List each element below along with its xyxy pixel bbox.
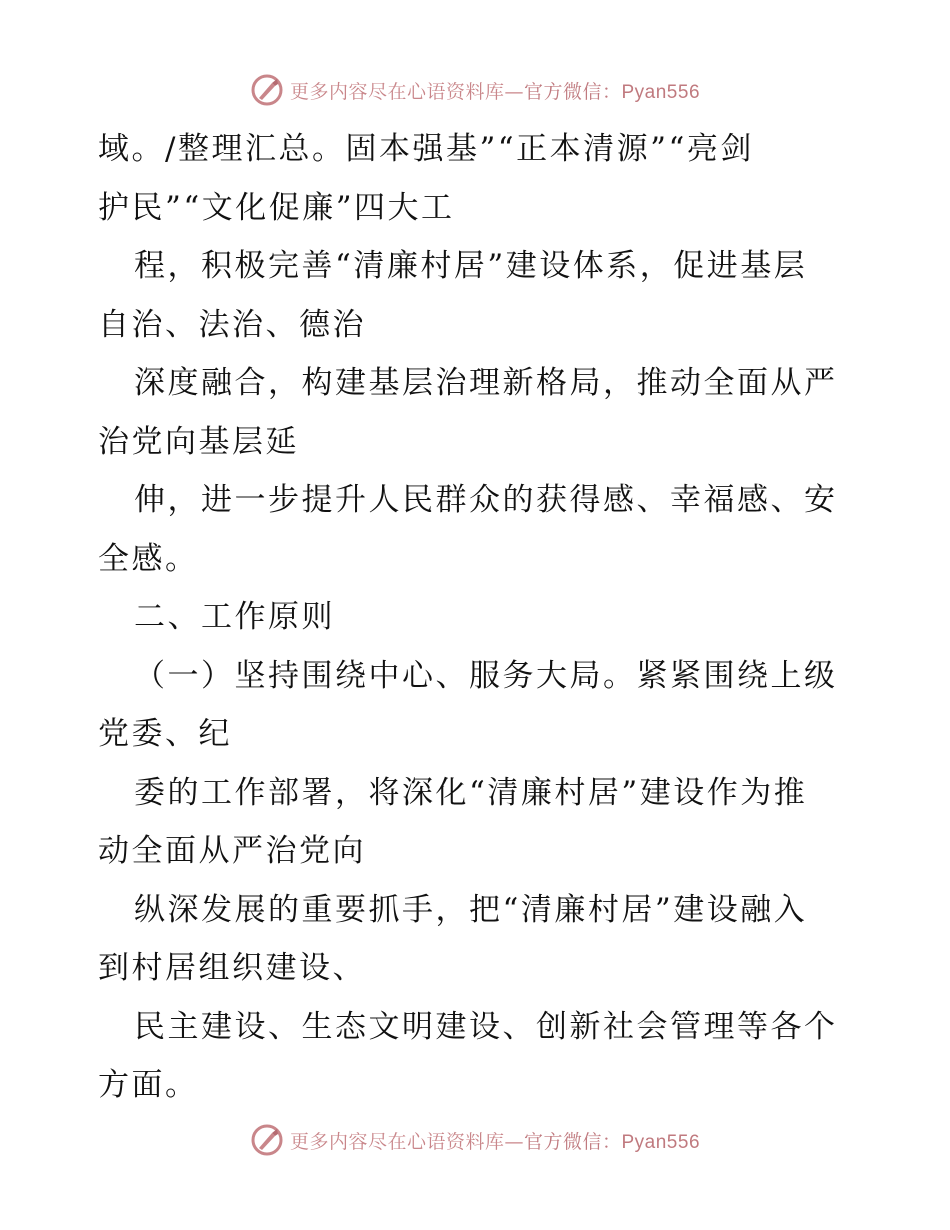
text-line: 党委、纪 (98, 716, 232, 752)
text-line: 二、工作原则 (134, 599, 335, 635)
text-line: 民主建设、生态文明建设、创新社会管理等各个 (134, 1008, 838, 1045)
text-line: 域。/整理汇总。固本强基”“正本清源”“亮剑 (98, 131, 754, 167)
text-line: 程，积极完善“清廉村居”建设体系，促进基层 (134, 248, 808, 284)
text-line: （一）坚持围绕中心、服务大局。紧紧围绕上级 (134, 657, 838, 694)
text-line: 伸，进一步提升人民群众的获得感、幸福感、安 (134, 482, 838, 518)
text-line: 深度融合，构建基层治理新格局，推动全面从严 (134, 365, 838, 401)
text-line: 动全面从严治党向 (98, 833, 366, 869)
header-watermark (0, 70, 950, 110)
watermark-text: 更多内容尽在心语资料库—官方微信：Pyan556 (289, 80, 701, 103)
text-line: 纵深发展的重要抓手，把“清廉村居”建设融入 (134, 891, 808, 928)
quill-seal-icon (250, 73, 284, 107)
text-line: 全感。 (98, 540, 199, 577)
text-line: 委的工作部署，将深化“清廉村居”建设作为推 (134, 774, 808, 811)
watermark-text: 更多内容尽在心语资料库—官方微信：Pyan556 (289, 1130, 701, 1153)
text-line: 护民”“文化促廉”四大工 (98, 189, 455, 226)
footer-watermark (0, 1120, 950, 1160)
quill-seal-icon (250, 1123, 284, 1157)
text-line: 治党向基层延 (98, 423, 299, 460)
text-line: 自治、法治、德治 (98, 306, 366, 343)
text-line: 方面。 (98, 1067, 199, 1103)
text-line: 到村居组织建设、 (98, 950, 366, 986)
document-body (98, 120, 858, 1115)
